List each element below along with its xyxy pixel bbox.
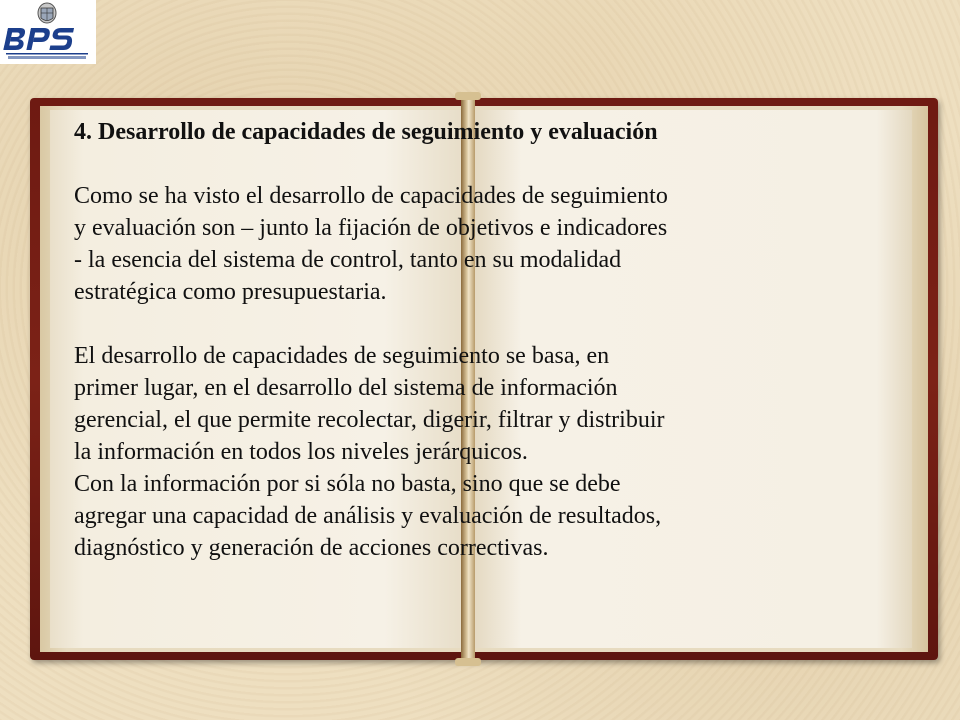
- paragraph-line: diagnóstico y generación de acciones correctivas.: [74, 535, 549, 561]
- paragraph-line: agregar una capacidad de análisis y evaluación de resultados,: [74, 503, 662, 529]
- paragraph-line: El desarrollo de capacidades de seguimiento se basa, en: [74, 343, 610, 369]
- paragraph-line: Como se ha visto el desarrollo de capacidades de seguimiento: [74, 183, 668, 209]
- paragraph-line: estratégica como presupuestaria.: [74, 279, 387, 305]
- section-heading: 4. Desarrollo de capacidades de seguimiento y evaluación: [74, 119, 658, 145]
- spacer: [74, 308, 874, 340]
- paragraph-line: y evaluación son – junto la fijación de objetivos e indicadores: [74, 215, 668, 241]
- slide-text: [74, 116, 874, 564]
- paragraph-line: primer lugar, en el desarrollo del sistema de información: [74, 375, 618, 401]
- bps-logo: [0, 0, 96, 64]
- bps-logo-graphic: [0, 0, 96, 64]
- spine-top-cap: [455, 92, 481, 100]
- paragraph-line: - la esencia del sistema de control, tanto en su modalidad: [74, 247, 622, 273]
- paragraph-line: la información en todos los niveles jerárquicos.: [74, 439, 528, 465]
- spacer: [74, 148, 874, 180]
- paragraph-line: gerencial, el que permite recolectar, digerir, filtrar y distribuir: [74, 407, 665, 433]
- paragraph-line: Con la información por si sóla no basta, sino que se debe: [74, 471, 621, 497]
- spine-bottom-cap: [455, 658, 481, 666]
